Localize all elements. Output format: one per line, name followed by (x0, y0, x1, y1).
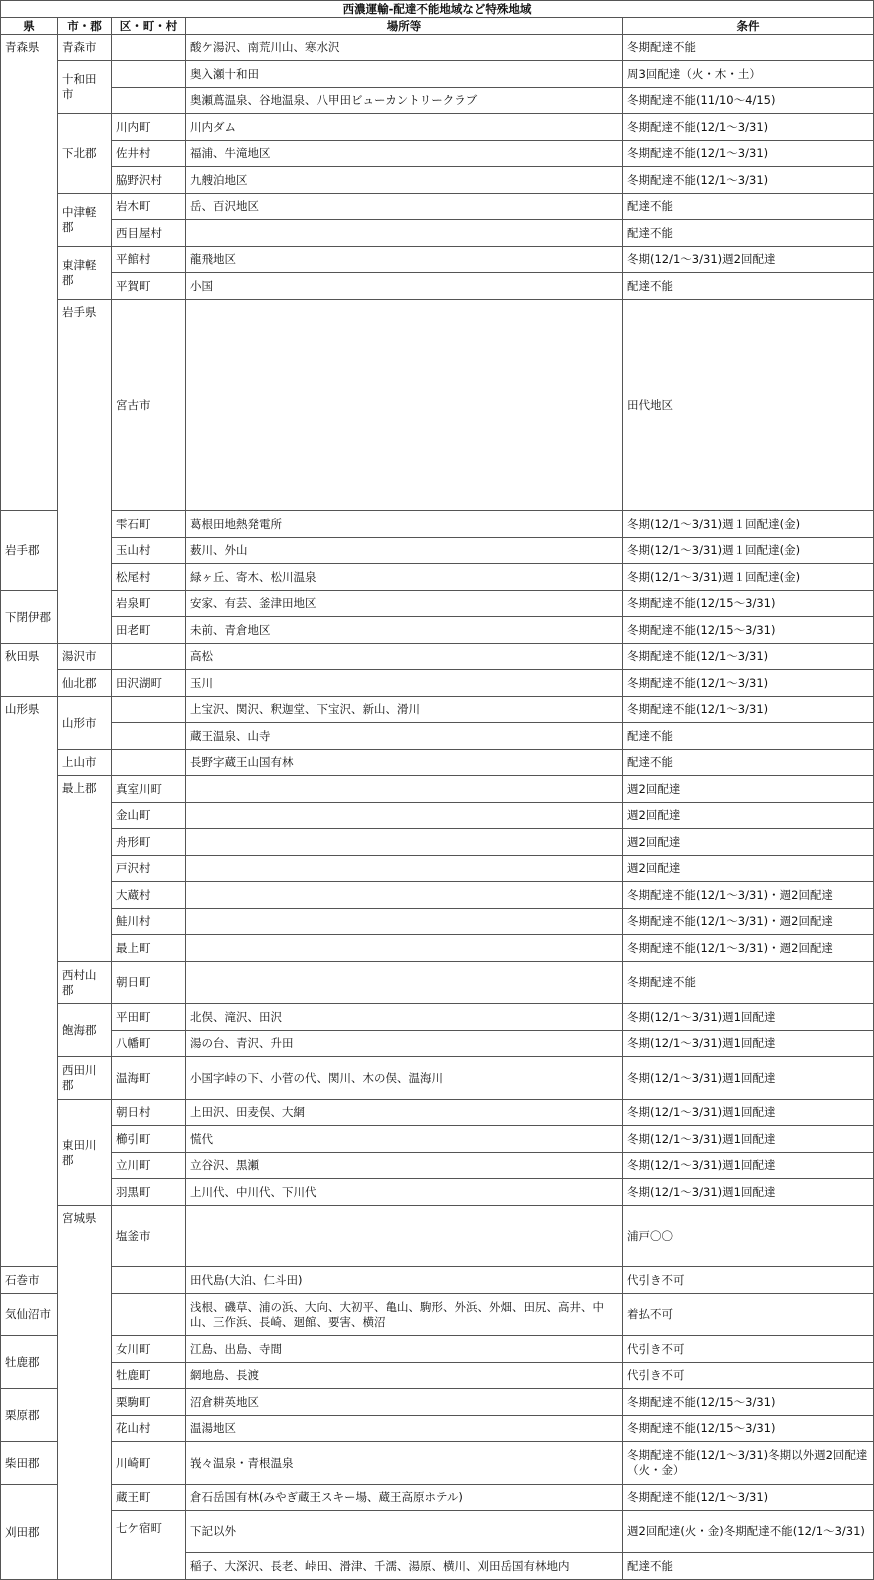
table-cell: 脇野沢村 (112, 167, 186, 194)
table-cell: 女川町 (112, 1336, 186, 1363)
table-row (1, 829, 874, 856)
table-cell: 安家、有芸、釜津田地区 (186, 591, 623, 617)
table-cell (112, 697, 186, 723)
table-cell: 川内町 (112, 114, 186, 141)
table-row (1, 962, 874, 1004)
table-row (1, 88, 874, 114)
table-cell: 沼倉耕英地区 (186, 1389, 623, 1416)
header-row (1, 18, 874, 35)
table-cell: 宮古市 (112, 300, 186, 511)
table-cell: 櫛引町 (112, 1126, 186, 1153)
table-cell: 平館村 (112, 247, 186, 273)
table-row (1, 1153, 874, 1179)
table-row (1, 35, 874, 61)
table-cell: 薮川、外山 (186, 538, 623, 564)
table-cell: 八幡町 (112, 1031, 186, 1057)
table-cell (186, 962, 623, 1004)
table-row (1, 300, 874, 511)
table-cell: 東津軽郡 (58, 247, 112, 300)
table-row (1, 247, 874, 273)
table-body (1, 35, 874, 1580)
table-cell: 蔵王温泉、山寺 (186, 723, 623, 750)
header-location: 場所等 (186, 18, 623, 35)
table-cell: 冬期(12/1～3/31)週１回配達(金) (623, 564, 874, 591)
table-cell: 佐井村 (112, 141, 186, 167)
table-cell: 冬期(12/1～3/31)週1回配達 (623, 1126, 874, 1153)
table-row (1, 141, 874, 167)
table-cell: 下記以外 (186, 1511, 623, 1553)
table-cell: 平賀町 (112, 273, 186, 300)
table-row (1, 61, 874, 88)
table-row (1, 1031, 874, 1057)
table-title: 西濃運輸-配達不能地域など特殊地域 (1, 1, 874, 18)
table-cell: 倉石岳国有林(みやぎ蔵王スキー場、蔵王高原ホテル) (186, 1485, 623, 1511)
table-cell: 配達不能 (623, 220, 874, 247)
table-cell: 刈田郡 (1, 1485, 58, 1580)
table-cell (112, 750, 186, 776)
table-cell: 配達不能 (623, 750, 874, 776)
table-cell (186, 220, 623, 247)
table-cell: 岳、百沢地区 (186, 194, 623, 220)
table-row (1, 1057, 874, 1100)
table-row (1, 1206, 874, 1267)
table-cell: 冬期配達不能(12/1～3/31)・週2回配達 (623, 935, 874, 962)
table-cell: 冬期配達不能(12/15～3/31) (623, 591, 874, 617)
table-row (1, 273, 874, 300)
table-cell: 花山村 (112, 1416, 186, 1442)
table-row (1, 564, 874, 591)
table-cell: 牡鹿郡 (1, 1336, 58, 1389)
table-cell: 平田町 (112, 1004, 186, 1031)
table-cell: 冬期(12/1～3/31)週1回配達 (623, 1004, 874, 1031)
table-cell: 大蔵村 (112, 882, 186, 909)
table-cell: 西目屋村 (112, 220, 186, 247)
table-cell: 七ケ宿町 (112, 1511, 186, 1580)
table-row (1, 1004, 874, 1031)
table-cell: 蔵王町 (112, 1485, 186, 1511)
table-cell: 冬期配達不能(12/15～3/31) (623, 1416, 874, 1442)
table-cell: 冬期(12/1～3/31)週1回配達 (623, 1100, 874, 1126)
table-cell: 玉川 (186, 670, 623, 697)
table-cell (112, 35, 186, 61)
header-prefecture: 県 (1, 18, 58, 35)
table-cell: 下閉伊郡 (1, 591, 58, 644)
table-cell: 高松 (186, 644, 623, 670)
table-cell (186, 803, 623, 829)
table-cell: 冬期配達不能(12/1～3/31) (623, 644, 874, 670)
table-row (1, 935, 874, 962)
table-cell (186, 300, 623, 511)
table-cell: 緑ヶ丘、寄木、松川温泉 (186, 564, 623, 591)
table-cell: 上川代、中川代、下川代 (186, 1179, 623, 1206)
table-cell: 羽黒町 (112, 1179, 186, 1206)
table-cell: 玉山村 (112, 538, 186, 564)
table-cell: 冬期配達不能(11/10～4/15) (623, 88, 874, 114)
table-cell: 山形市 (58, 697, 112, 750)
table-cell: 西田川郡 (58, 1057, 112, 1100)
table-cell: 冬期配達不能 (623, 962, 874, 1004)
table-cell: 北俣、滝沢、田沢 (186, 1004, 623, 1031)
header-condition: 条件 (623, 18, 874, 35)
table-cell: 配達不能 (623, 273, 874, 300)
table-cell: 朝日村 (112, 1100, 186, 1126)
table-cell: 宮城県 (58, 1206, 112, 1580)
table-cell: 田老町 (112, 617, 186, 644)
table-row (1, 856, 874, 882)
table-cell: 冬期配達不能(12/1～3/31) (623, 141, 874, 167)
table-cell: 中津軽郡 (58, 194, 112, 247)
table-cell: 立川町 (112, 1153, 186, 1179)
table-cell: 浦戸〇〇 (623, 1206, 874, 1267)
table-cell (186, 776, 623, 803)
table-cell: 冬期(12/1～3/31)週1回配達 (623, 1153, 874, 1179)
table-cell: 田代地区 (623, 300, 874, 511)
table-cell: 湯沢市 (58, 644, 112, 670)
table-cell (112, 1294, 186, 1336)
table-cell: 鮭川村 (112, 909, 186, 935)
table-cell: 江島、出島、寺間 (186, 1336, 623, 1363)
table-cell: 山形県 (1, 697, 58, 1267)
table-row (1, 697, 874, 723)
table-cell: 冬期(12/1～3/31)週１回配達(金) (623, 538, 874, 564)
table-cell: 温湯地区 (186, 1416, 623, 1442)
table-cell (112, 1267, 186, 1294)
table-cell: 戸沢村 (112, 856, 186, 882)
table-cell: 秋田県 (1, 644, 58, 697)
table-cell: 岩泉町 (112, 591, 186, 617)
table-row (1, 617, 874, 644)
table-cell: 青森市 (58, 35, 112, 61)
table-cell: 朝日町 (112, 962, 186, 1004)
table-cell: 仙北郡 (58, 670, 112, 697)
table-cell (186, 882, 623, 909)
table-row (1, 1511, 874, 1553)
table-cell: 龍飛地区 (186, 247, 623, 273)
table-cell: 福浦、牛滝地区 (186, 141, 623, 167)
title-row (1, 1, 874, 18)
table-cell: 塩釜市 (112, 1206, 186, 1267)
table-cell: 冬期配達不能(12/1～3/31) (623, 114, 874, 141)
table-cell: 配達不能 (623, 194, 874, 220)
table-cell (112, 61, 186, 88)
table-row (1, 538, 874, 564)
table-cell (186, 1206, 623, 1267)
table-cell: 週2回配達(火・金)冬期配達不能(12/1～3/31) (623, 1511, 874, 1553)
table-cell: 十和田市 (58, 61, 112, 114)
table-cell: 気仙沼市 (1, 1294, 58, 1336)
table-cell: 酸ケ湯沢、南荒川山、寒水沢 (186, 35, 623, 61)
table-cell: 田沢湖町 (112, 670, 186, 697)
table-cell: 冬期配達不能(12/1～3/31) (623, 697, 874, 723)
table-cell: 青森県 (1, 35, 58, 511)
table-cell (186, 909, 623, 935)
table-row (1, 1267, 874, 1294)
table-cell: 小国 (186, 273, 623, 300)
table-cell: 石巻市 (1, 1267, 58, 1294)
table-cell: 冬期配達不能(12/1～3/31) (623, 670, 874, 697)
table-row (1, 220, 874, 247)
table-cell: 上宝沢、関沢、釈迦堂、下宝沢、新山、滑川 (186, 697, 623, 723)
table-cell: 冬期配達不能(12/1～3/31)冬期以外週2回配達（火・金） (623, 1442, 874, 1485)
table-cell: 週2回配達 (623, 803, 874, 829)
table-cell: 上山市 (58, 750, 112, 776)
table-cell: 岩木町 (112, 194, 186, 220)
table-row (1, 1363, 874, 1389)
table-cell: 代引き不可 (623, 1336, 874, 1363)
table-row (1, 1100, 874, 1126)
header-city-district: 市・郡 (58, 18, 112, 35)
table-cell: 周3回配達（火・木・土） (623, 61, 874, 88)
table-cell: 下北郡 (58, 114, 112, 194)
table-cell: 配達不能 (623, 1553, 874, 1580)
table-row (1, 750, 874, 776)
table-cell: 西村山郡 (58, 962, 112, 1004)
table-row (1, 882, 874, 909)
table-cell: 最上町 (112, 935, 186, 962)
table-cell: 田代島(大泊、仁斗田) (186, 1267, 623, 1294)
table-cell: 浅根、磯草、浦の浜、大向、大初平、亀山、駒形、外浜、外畑、田尻、高井、中山、三作浜、長崎、廻館、要害、横沼 (186, 1294, 623, 1336)
table-cell (112, 723, 186, 750)
table-cell: 真室川町 (112, 776, 186, 803)
table-row (1, 776, 874, 803)
table-cell: 栗駒町 (112, 1389, 186, 1416)
table-cell: 冬期(12/1～3/31)週１回配達(金) (623, 511, 874, 538)
table-row (1, 114, 874, 141)
table-cell: 最上郡 (58, 776, 112, 962)
table-cell: 週2回配達 (623, 856, 874, 882)
table-cell: 舟形町 (112, 829, 186, 856)
table-row (1, 644, 874, 670)
table-cell: 雫石町 (112, 511, 186, 538)
table-cell: 冬期(12/1～3/31)週1回配達 (623, 1031, 874, 1057)
table-cell: 上田沢、田麦俣、大網 (186, 1100, 623, 1126)
table-cell (186, 829, 623, 856)
table-cell: 東田川郡 (58, 1100, 112, 1206)
table-cell: 奥入瀬十和田 (186, 61, 623, 88)
table-row (1, 1389, 874, 1416)
table-row (1, 1294, 874, 1336)
table-row (1, 1126, 874, 1153)
table-row (1, 723, 874, 750)
table-cell: 冬期(12/1～3/31)週1回配達 (623, 1179, 874, 1206)
table-cell (186, 856, 623, 882)
table-row (1, 194, 874, 220)
table-cell: 代引き不可 (623, 1363, 874, 1389)
table-cell: 未前、青倉地区 (186, 617, 623, 644)
table-cell: 奥瀬蔦温泉、谷地温泉、八甲田ビューカントリークラブ (186, 88, 623, 114)
table-cell: 冬期配達不能(12/15～3/31) (623, 617, 874, 644)
table-cell (112, 644, 186, 670)
table-cell: 松尾村 (112, 564, 186, 591)
table-row (1, 1416, 874, 1442)
table-row (1, 511, 874, 538)
table-cell: 立谷沢、黒瀬 (186, 1153, 623, 1179)
table-cell: 川崎町 (112, 1442, 186, 1485)
table-cell (112, 88, 186, 114)
table-cell: 冬期配達不能(12/1～3/31)・週2回配達 (623, 882, 874, 909)
table-cell: 金山町 (112, 803, 186, 829)
table-cell: 慌代 (186, 1126, 623, 1153)
table-cell: 冬期配達不能(12/1～3/31) (623, 167, 874, 194)
table-cell: 峩々温泉・青根温泉 (186, 1442, 623, 1485)
table-row (1, 909, 874, 935)
table-cell: 岩手県 (58, 300, 112, 644)
table-cell: 湯の台、青沢、升田 (186, 1031, 623, 1057)
table-cell: 栗原郡 (1, 1389, 58, 1442)
table-cell: 配達不能 (623, 723, 874, 750)
table-row (1, 591, 874, 617)
table-cell: 柴田郡 (1, 1442, 58, 1485)
table-row (1, 803, 874, 829)
table-cell: 冬期配達不能 (623, 35, 874, 61)
table-cell: 網地島、長渡 (186, 1363, 623, 1389)
table-row (1, 1442, 874, 1485)
table-cell: 週2回配達 (623, 829, 874, 856)
table-row (1, 167, 874, 194)
header-ward-town-village: 区・町・村 (112, 18, 186, 35)
table-cell: 冬期(12/1～3/31)週1回配達 (623, 1057, 874, 1100)
table-row (1, 1336, 874, 1363)
table-cell: 川内ダム (186, 114, 623, 141)
table-row (1, 670, 874, 697)
table-cell: 冬期(12/1～3/31)週2回配達 (623, 247, 874, 273)
table-cell: 牡鹿町 (112, 1363, 186, 1389)
table-cell: 冬期配達不能(12/15～3/31) (623, 1389, 874, 1416)
table-cell: 長野字蔵王山国有林 (186, 750, 623, 776)
table-cell: 冬期配達不能(12/1～3/31) (623, 1485, 874, 1511)
table-cell: 温海町 (112, 1057, 186, 1100)
table-cell: 小国字峠の下、小菅の代、関川、木の俣、温海川 (186, 1057, 623, 1100)
table-cell: 飽海郡 (58, 1004, 112, 1057)
table-cell: 葛根田地熱発電所 (186, 511, 623, 538)
table-cell: 代引き不可 (623, 1267, 874, 1294)
table-cell: 着払不可 (623, 1294, 874, 1336)
table-row (1, 1485, 874, 1511)
table-cell: 岩手郡 (1, 511, 58, 591)
table-cell: 九艘泊地区 (186, 167, 623, 194)
table-row (1, 1179, 874, 1206)
table-cell (186, 935, 623, 962)
table-cell: 週2回配達 (623, 776, 874, 803)
table-cell: 冬期配達不能(12/1～3/31)・週2回配達 (623, 909, 874, 935)
table-cell: 稲子、大深沢、長老、峠田、滑津、千濡、湯原、横川、刈田岳国有林地内 (186, 1553, 623, 1580)
